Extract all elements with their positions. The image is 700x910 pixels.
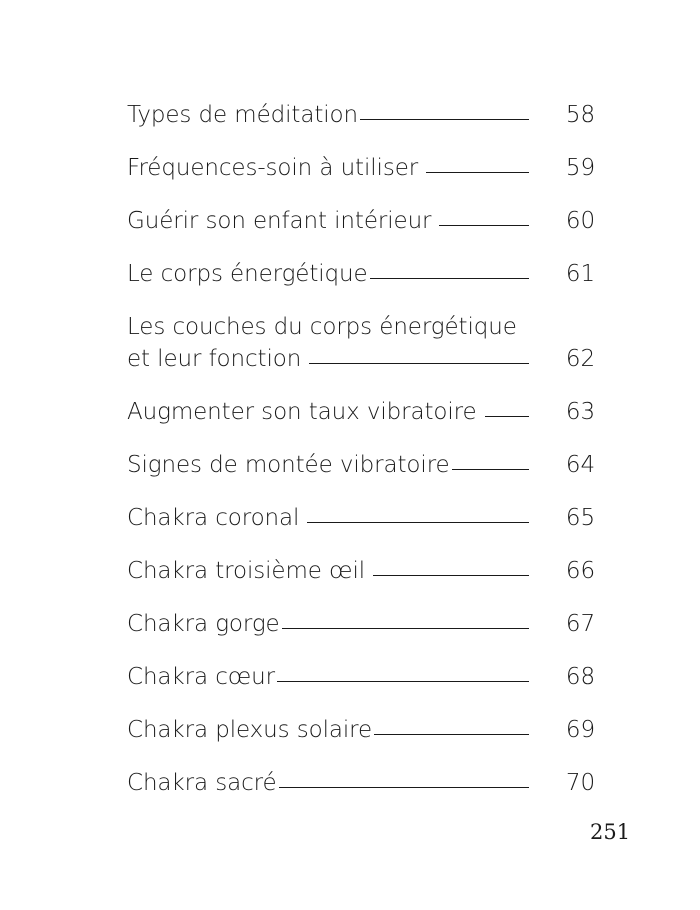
toc-entry-title: Chakra sacré <box>127 770 277 796</box>
toc-entry-title: Guérir son enfant intérieur <box>127 208 432 234</box>
toc-entry-page: 61 <box>565 261 595 287</box>
toc-entry-title: Chakra gorge <box>127 611 280 637</box>
toc-entry-title: Types de méditation <box>127 102 358 128</box>
toc-entry-title: Le corps énergétique <box>127 261 368 287</box>
dot-leader <box>374 734 529 735</box>
dot-leader <box>426 172 529 173</box>
toc-entry[interactable] <box>127 661 595 693</box>
toc-entry[interactable] <box>127 714 595 746</box>
dot-leader <box>360 119 529 120</box>
toc-entry[interactable] <box>127 396 595 428</box>
toc-entry-title: Chakra troisième œil <box>127 558 366 584</box>
dot-leader <box>439 225 529 226</box>
toc-entry-page: 59 <box>565 155 595 181</box>
toc-entry-page: 69 <box>565 717 595 743</box>
toc-entry[interactable] <box>127 311 595 375</box>
dot-leader <box>452 469 529 470</box>
dot-leader <box>279 787 529 788</box>
dot-leader <box>307 522 529 523</box>
dot-leader <box>277 681 529 682</box>
toc-entry[interactable] <box>127 502 595 534</box>
toc-entry-page: 64 <box>565 452 595 478</box>
toc-entry[interactable] <box>127 99 595 131</box>
toc-entry-title: Augmenter son taux vibratoire <box>127 399 477 425</box>
dot-leader <box>309 363 529 364</box>
toc-entry-page: 66 <box>565 558 595 584</box>
dot-leader <box>370 278 529 279</box>
toc-entry-title: Signes de montée vibratoire <box>127 452 450 478</box>
dot-leader <box>485 416 529 417</box>
dot-leader <box>373 575 529 576</box>
toc-entry[interactable] <box>127 767 595 799</box>
toc-entry-title: Fréquences-soin à utiliser <box>127 155 419 181</box>
toc-entry-page: 65 <box>565 505 595 531</box>
toc-entry-page: 70 <box>565 770 595 796</box>
toc-entry[interactable] <box>127 449 595 481</box>
toc-entry-title: Chakra coronal <box>127 505 300 531</box>
toc-entry[interactable] <box>127 555 595 587</box>
toc-entry-title-line1: Les couches du corps énergétique <box>127 314 517 340</box>
toc-entry[interactable] <box>127 258 595 290</box>
dot-leader <box>282 628 529 629</box>
toc-entry[interactable] <box>127 152 595 184</box>
toc-entry-title: et leur fonction <box>127 346 302 372</box>
toc-entry-page: 68 <box>565 664 595 690</box>
toc-entry-title: Chakra plexus solaire <box>127 717 373 743</box>
toc-entry-title: Chakra cœur <box>127 664 276 690</box>
page-number: 251 <box>590 820 631 844</box>
toc-entry-page: 60 <box>565 208 595 234</box>
toc-entry-page: 58 <box>565 102 595 128</box>
toc-entry[interactable] <box>127 205 595 237</box>
toc-entry[interactable] <box>127 608 595 640</box>
toc-entry-page: 67 <box>565 611 595 637</box>
toc-entry-page: 63 <box>565 399 595 425</box>
toc-entry-page: 62 <box>565 346 595 372</box>
